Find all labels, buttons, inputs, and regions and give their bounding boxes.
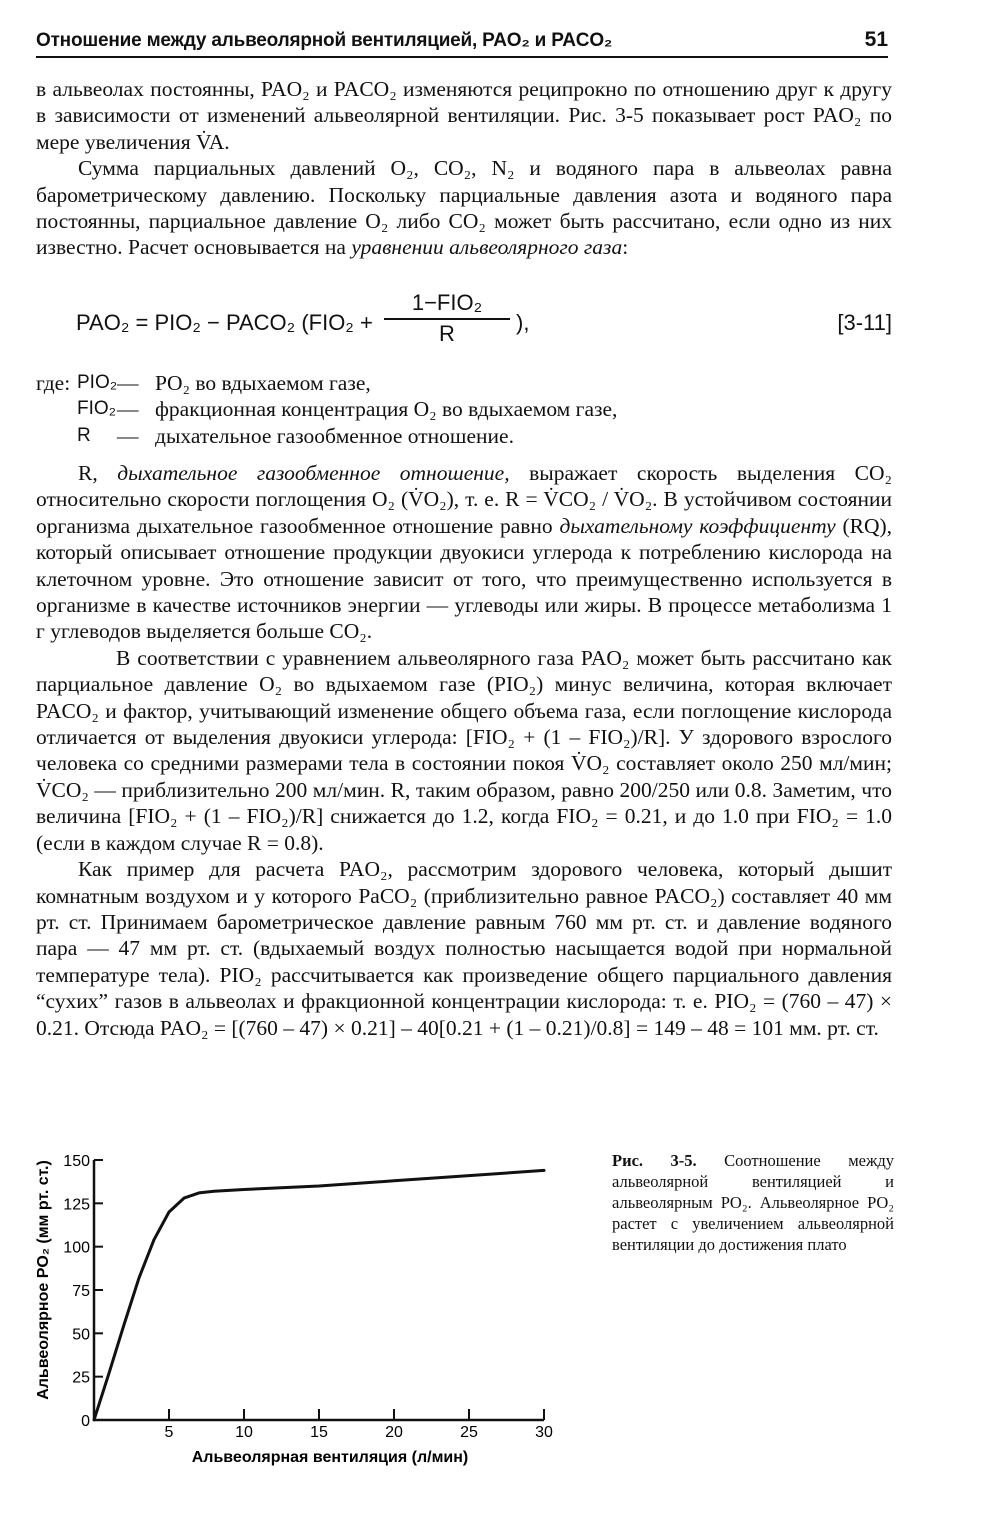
caption-label: Рис. 3-5. [612,1151,697,1170]
y-tick-label: 125 [63,1196,90,1214]
emphasis-alveolar-gas-equation: уравнении альвеолярного газа [351,235,623,260]
definitions-list [36,370,892,449]
paragraph-example: Как пример для расчета PAO₂, рассмотрим здорового человека, который дышит комнатным воздухом и у которого PaCO₂ (приблизительно равное PACO₂) составляет 40 мм рт. ст. Принимаем барометрическое давление равным 760 мм рт. ст. и давление водяного пара — 47 мм рт. ст. (вдыхаемый воздух полностью насыщается водой при нормальной температуре тела). PIO₂ рассчитывается как произведение общего парциального давления “сухих” газов в альвеолах и фракционной концентрации кислорода: т. е. PIO₂ = (760 – 47) × 0.21. Отсюда PAO₂ = [(760 – 47) × 0.21] – 40[0.21 + (1 – 0.21)/0.8] = 149 – 48 = 101 мм. рт. ст. [36,857,892,1040]
equation-fraction [384,290,510,347]
chart-series [94,1170,544,1420]
equation-tail: ), [516,310,530,335]
running-head [36,26,888,58]
x-axis-label: Альвеолярная вентиляция (л/мин) [191,1449,469,1466]
paragraph-text: R, [78,461,118,485]
x-tick-label: 10 [235,1424,253,1441]
definition-dash: — [117,423,139,448]
paragraph-exchange-ratio [36,460,892,645]
paragraph-text: (RQ), который описывает отношение продукции двуокиси углерода к потреблению кислорода на клеточном уровне. Это отношение зависит от того, что преимущественно используется в организме в качестве источников энергии — углеводы или жиры. В процессе метаболизма 1 г углеводов выделяется больше CO₂. [36,513,893,644]
x-tick-label: 5 [164,1424,174,1441]
chart-ticks [63,1153,553,1441]
x-tick-label: 30 [535,1424,553,1441]
x-tick-label: 20 [385,1424,403,1441]
figure-3-5-chart [30,1140,590,1480]
text-block-main [36,460,892,1041]
figure-caption [612,1150,894,1255]
definition-symbol: FIO₂ [77,398,117,420]
paragraph-continued: в альвеолах постоянны, PAO₂ и PACO₂ изменяются реципрокно по отношению друг к другу в зависимости от изменений альвеолярной вентиляции. Рис. 3-5 показывает рост PAO₂ по мере увеличения V̇A. [36,77,892,154]
text-block-top [36,76,892,261]
x-tick-label: 25 [460,1424,478,1441]
chart-axes [94,1160,544,1420]
definitions-lead: где: [36,371,71,395]
definition-text: фракционная концентрация O₂ во вдыхаемом газе, [155,397,618,422]
paragraph-text: выражает скорость выделения CO₂ относительно скорости поглощения O₂ (V̇O₂), т. е. R = V̇CO₂ / V̇O₂. В устойчивом состоянии организма дыхательное газообменное отношение равно [36,461,893,538]
paragraph-text: Сумма парциальных давлений O₂, CO₂, N₂ и водяного пара в альвеолах равна барометрическому давлению. Поскольку парциальные давления азота и водяного пара постоянны, парциальное давление O₂ либо CO₂ может быть рассчитано, если одно из них известно. Расчет основывается на [36,156,892,260]
page-number: 51 [864,28,888,51]
definition-symbol: PIO₂ [77,372,118,393]
y-tick-label: 75 [72,1283,90,1300]
equation-3-11 [76,290,892,350]
emphasis-exchange-ratio: дыхательное газообменное отношение, [117,461,510,485]
y-tick-label: 50 [72,1326,90,1344]
y-tick-label: 0 [81,1413,90,1430]
series-line-pao2 [94,1170,544,1420]
fraction-denominator: R [439,321,455,346]
y-axis-label: Альвеолярное PO₂ (мм рт. ст.) [35,1160,52,1400]
paragraph-sum-pressures [36,155,892,261]
caption-text: Соотношение между альвеолярной вентиляцией и альвеолярным PO₂. Альвеолярное PO₂ растет с увеличением альвеолярной вентиляции до достижения плато [612,1151,895,1254]
definition-dash: — [117,397,139,422]
equation-number: [3-11] [837,310,892,335]
fraction-numerator: 1−FIO₂ [384,290,510,320]
definition-row [36,423,892,449]
definition-dash: — [117,371,139,395]
y-tick-label: 25 [72,1369,90,1387]
x-tick-label: 15 [310,1424,328,1441]
running-head-title: Отношение между альвеолярной вентиляцией, PAO₂ и PACO₂ [36,30,613,51]
equation-lhs: PAO₂ = PIO₂ − PACO₂ (FIO₂ + [76,310,373,335]
paragraph-alveolar-equation: В соответствии с уравнением альвеолярного газа PAO₂ может быть рассчитано как парциальное давление O₂ во вдыхаемом газе (PIO₂) минус величина, которая включает PACO₂ и фактор, учитывающий изменение общего объема газа, если поглощение кислорода отличается от выделения двуокиси углерода: [FIO₂ + (1 – FIO₂)/R]. У здорового взрослого человека со средними размерами тела в состоянии покоя V̇O₂ составляет около 250 мл/мин; V̇CO₂ — приблизительно 200 мл/мин. R, таким образом, равно 200/250 или 0.8. Заметим, что величина [FIO₂ + (1 – FIO₂)/R] снижается до 1.2, когда FIO₂ = 0.21, и до 1.0 при FIO₂ = 1.0 (если в каждом случае R = 0.8). [36,645,892,855]
definition-text: PO₂ во вдыхаемом газе, [155,371,371,395]
emphasis-respiratory-quotient: дыхательному коэффициенту [559,513,836,538]
y-tick-label: 100 [63,1239,90,1257]
y-tick-label: 150 [63,1153,90,1170]
definition-text: дыхательное газообменное отношение. [155,423,514,448]
definition-row [36,370,892,396]
definition-symbol: R [77,424,91,446]
paragraph-text-end: : [622,235,629,260]
definition-row [36,396,892,422]
